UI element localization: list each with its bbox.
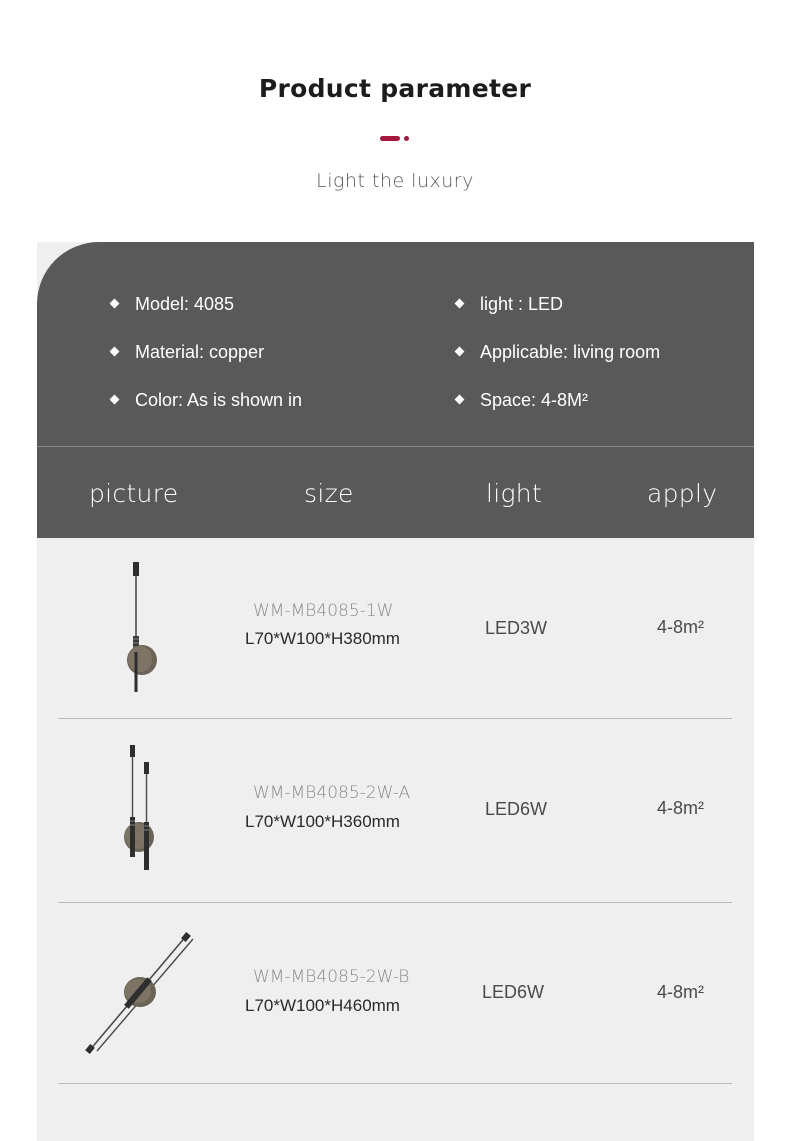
spec-item-applicable: [456, 342, 660, 363]
row-separator: [58, 1083, 732, 1084]
model-code: WM-MB4085-2W-B: [253, 967, 410, 987]
column-header-apply: apply: [647, 479, 718, 508]
dimensions: L70*W100*H460mm: [245, 996, 400, 1015]
spec-item-space: [456, 390, 588, 411]
accent-bar: [380, 136, 400, 141]
diamond-bullet-icon: [455, 346, 465, 356]
spec-box: [37, 242, 754, 446]
spec-label: light : LED: [480, 294, 564, 314]
light-value: LED3W: [485, 618, 548, 638]
diamond-bullet-icon: [455, 394, 465, 404]
parameter-panel: [37, 242, 754, 1141]
diamond-bullet-icon: [110, 298, 120, 308]
column-header-picture: picture: [89, 479, 179, 508]
double-rod-lamp-image: [117, 745, 167, 875]
spec-item-model: [111, 294, 234, 315]
spec-label: Model: 4085: [135, 294, 235, 314]
apply-value: 4-8m²: [657, 798, 705, 818]
spec-label: Material: copper: [135, 342, 265, 362]
page-title: Product parameter: [258, 74, 532, 103]
page-subtitle: Light the luxury: [316, 170, 474, 192]
model-code: WM-MB4085-1W: [253, 601, 394, 621]
column-header-size: size: [304, 479, 354, 508]
spec-label: Applicable: living room: [480, 342, 661, 362]
dimensions: L70*W100*H380mm: [245, 629, 400, 648]
table-row: [37, 903, 754, 1083]
spec-label: Space: 4-8M²: [480, 390, 589, 410]
light-value: LED6W: [485, 799, 548, 819]
table-header: [37, 447, 754, 538]
light-value: LED6W: [482, 982, 545, 1002]
spec-item-material: [111, 342, 264, 363]
spec-label: Color: As is shown in: [135, 390, 303, 410]
single-rod-lamp-image: [107, 562, 167, 696]
diamond-bullet-icon: [455, 298, 465, 308]
dimensions: L70*W100*H360mm: [245, 812, 400, 831]
diamond-bullet-icon: [110, 346, 120, 356]
spec-item-light: [456, 294, 563, 315]
apply-value: 4-8m²: [657, 982, 705, 1002]
diagonal-rod-lamp-image: [83, 931, 199, 1057]
table-row: [37, 538, 754, 718]
diamond-bullet-icon: [110, 394, 120, 404]
column-header-light: light: [486, 479, 543, 508]
table-row: [37, 719, 754, 902]
accent-dot: [404, 136, 409, 141]
apply-value: 4-8m²: [657, 617, 705, 637]
spec-item-color: [111, 390, 302, 411]
model-code: WM-MB4085-2W-A: [253, 783, 411, 803]
